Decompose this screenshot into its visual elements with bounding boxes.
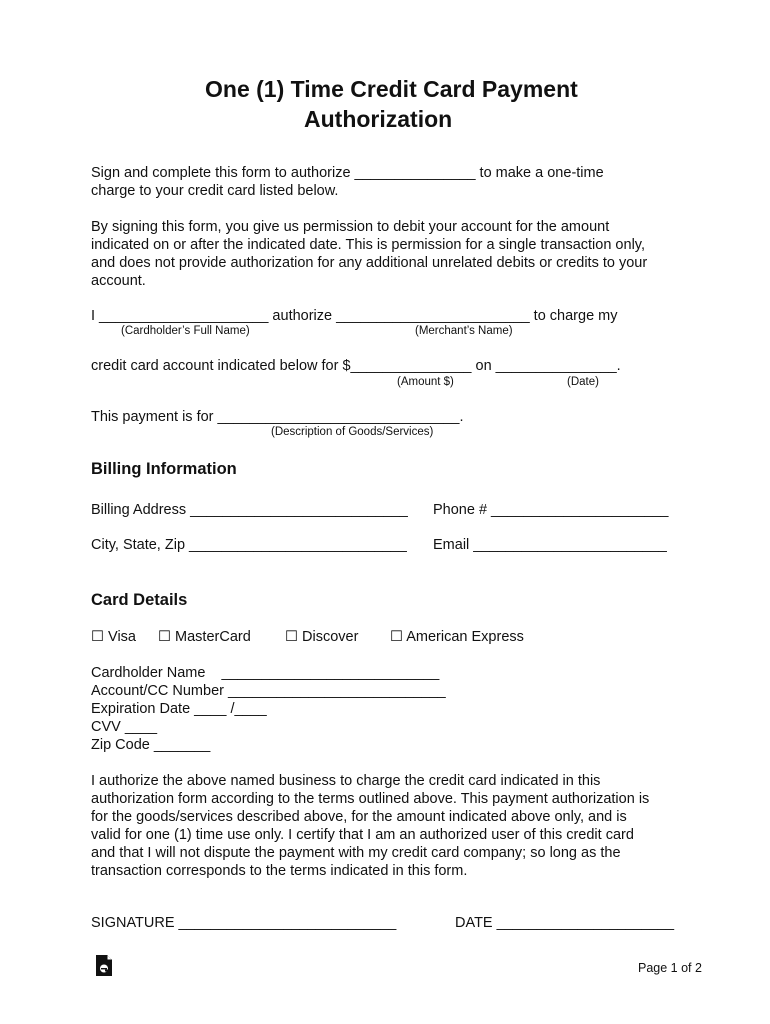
account-number-line: Account/CC Number ___________________________ bbox=[91, 683, 446, 699]
permission-line-4: account. bbox=[91, 273, 146, 289]
card-option-discover[interactable] bbox=[285, 629, 358, 645]
cardholder-name-line: Cardholder Name ___________________________ bbox=[91, 665, 440, 681]
cvv-line: CVV ____ bbox=[91, 719, 158, 735]
card-option-visa[interactable] bbox=[91, 629, 136, 645]
permission-line-2: indicated on or after the indicated date. This is permission for a single transaction only, bbox=[91, 237, 645, 253]
billing-address-line: Billing Address ___________________________ bbox=[91, 502, 408, 518]
card-option-label: Visa bbox=[108, 629, 136, 645]
caption-date: (Date) bbox=[567, 376, 599, 388]
phone-line: Phone # ______________________ bbox=[433, 502, 669, 518]
email-line: Email ________________________ bbox=[433, 537, 667, 553]
checkbox-icon[interactable]: ☐ bbox=[285, 629, 298, 645]
caption-merchant: (Merchant’s Name) bbox=[415, 325, 513, 337]
checkbox-icon[interactable]: ☐ bbox=[91, 629, 104, 645]
auth-line-6: transaction corresponds to the terms indicated in this form. bbox=[91, 863, 468, 879]
amount-line: credit card account indicated below for $_______________ on _______________. bbox=[91, 358, 621, 374]
card-heading: Card Details bbox=[91, 591, 188, 609]
billing-heading: Billing Information bbox=[91, 460, 237, 478]
card-option-label: Discover bbox=[302, 629, 359, 645]
auth-line-2: authorization form according to the terms outlined above. This payment authorization is bbox=[91, 791, 650, 807]
checkbox-icon[interactable]: ☐ bbox=[390, 629, 403, 645]
eforms-document-icon bbox=[95, 954, 113, 977]
auth-line-3: for the goods/services described above, for the amount indicated above only, and is bbox=[91, 809, 627, 825]
caption-amount: (Amount $) bbox=[397, 376, 454, 388]
intro-line-2: charge to your credit card listed below. bbox=[91, 183, 339, 199]
intro-line-1: Sign and complete this form to authorize _______________ to make a one-time bbox=[91, 165, 604, 181]
card-option-label: American Express bbox=[406, 629, 524, 645]
checkbox-icon[interactable]: ☐ bbox=[158, 629, 171, 645]
title-line-1: One (1) Time Credit Card Payment bbox=[205, 76, 578, 102]
zip-code-line: Zip Code _______ bbox=[91, 737, 211, 753]
caption-cardholder: (Cardholder’s Full Name) bbox=[121, 325, 250, 337]
card-option-label: MasterCard bbox=[175, 629, 251, 645]
auth-line-5: and that I will not dispute the payment with my credit card company; so long as the bbox=[91, 845, 621, 861]
title-line-2: Authorization bbox=[304, 106, 453, 132]
permission-line-1: By signing this form, you give us permission to debit your account for the amount bbox=[91, 219, 610, 235]
payment-for-line: This payment is for ______________________________. bbox=[91, 409, 464, 425]
caption-description: (Description of Goods/Services) bbox=[271, 426, 434, 438]
signature-line: SIGNATURE ___________________________ bbox=[91, 915, 397, 931]
auth-line-4: valid for one (1) time use only. I certify that I am an authorized user of this credit card bbox=[91, 827, 634, 843]
card-option-american-express[interactable] bbox=[390, 629, 524, 645]
card-option-mastercard[interactable] bbox=[158, 629, 251, 645]
permission-line-3: and does not provide authorization for any additional unrelated debits or credits to your bbox=[91, 255, 648, 271]
auth-line-1: I authorize the above named business to charge the credit card indicated in this bbox=[91, 773, 601, 789]
page-number: Page 1 of 2 bbox=[638, 961, 702, 975]
expiration-date-line: Expiration Date ____ /____ bbox=[91, 701, 267, 717]
date-line: DATE ______________________ bbox=[455, 915, 675, 931]
authorize-line: I _____________________ authorize ________________________ to charge my bbox=[91, 308, 618, 324]
city-state-zip-line: City, State, Zip ___________________________ bbox=[91, 537, 407, 553]
